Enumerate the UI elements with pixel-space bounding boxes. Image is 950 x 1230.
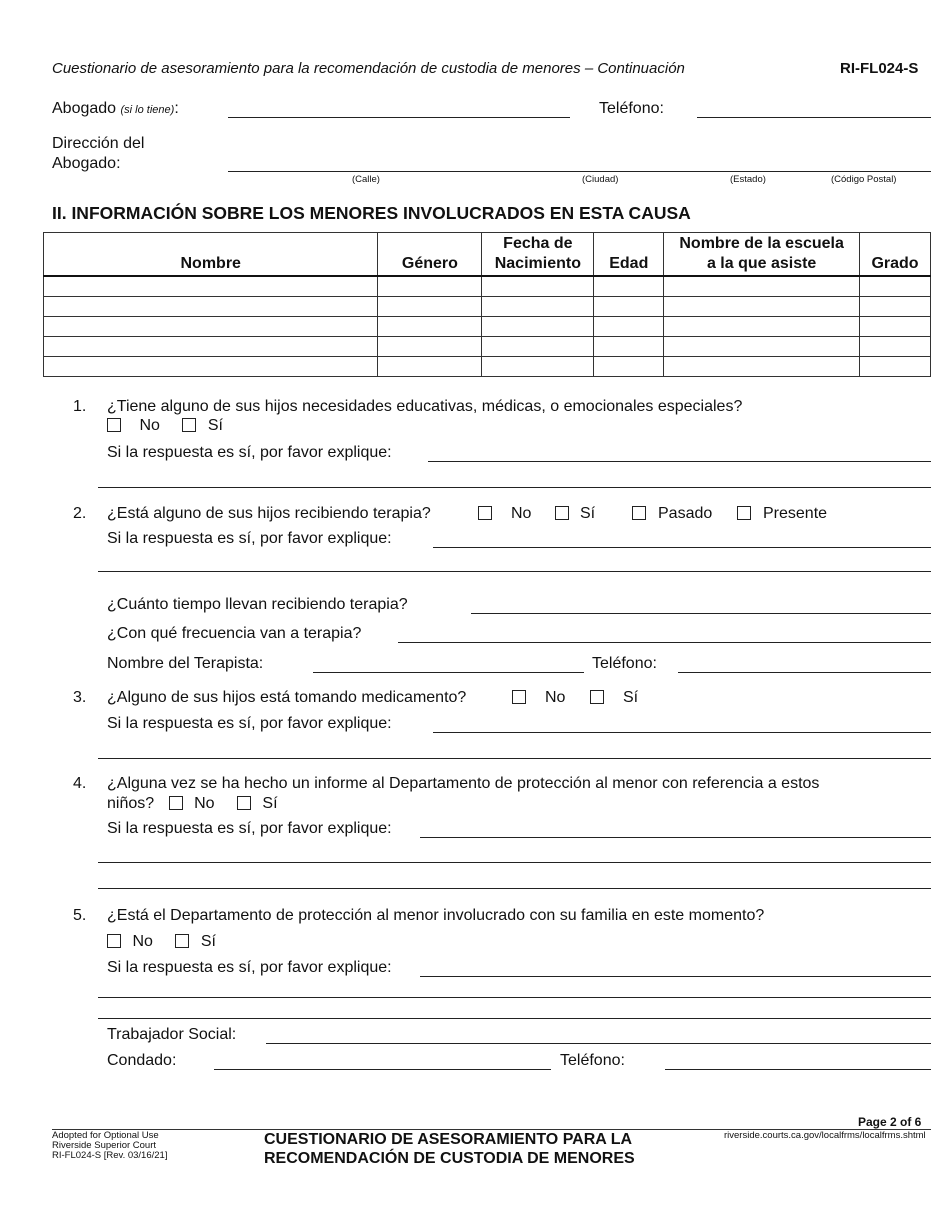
q2-how-long-label: ¿Cuánto tiempo llevan recibiendo terapia? <box>107 596 408 613</box>
q5-explain-label: Si la respuesta es sí, por favor explique: <box>107 959 392 976</box>
q2-past-label: Pasado <box>658 505 713 522</box>
q4-options: niños? No Sí <box>107 795 278 812</box>
q3-explain-field-2[interactable] <box>98 758 931 759</box>
attorney-label: Abogado (si lo tiene): <box>52 100 179 117</box>
q5-explain-field-2[interactable] <box>98 997 931 998</box>
q1-no-checkbox[interactable] <box>107 418 121 432</box>
q2-therapist-phone-field[interactable] <box>678 672 931 673</box>
q3-text: ¿Alguno de sus hijos está tomando medicamento? <box>107 689 467 706</box>
q5-yes-checkbox[interactable] <box>175 934 189 948</box>
form-id: RI-FL024-S <box>840 60 919 77</box>
q1-number: 1. <box>73 398 87 415</box>
header-title: Cuestionario de asesoramiento para la recomendación de custodia de menores – Continuación <box>52 60 685 77</box>
q2-explain-label: Si la respuesta es sí, por favor explique: <box>107 530 392 547</box>
q1-explain-field[interactable] <box>428 461 931 462</box>
q2-how-often-label: ¿Con qué frecuencia van a terapia? <box>107 625 362 642</box>
q2-explain-field[interactable] <box>433 547 931 548</box>
q2-therapist-label: Nombre del Terapista: <box>107 655 264 672</box>
table-row <box>44 317 931 337</box>
q2-how-long-field[interactable] <box>471 613 931 614</box>
q5-social-worker-label: Trabajador Social: <box>107 1026 237 1043</box>
q5-county-label: Condado: <box>107 1052 177 1069</box>
q2-number: 2. <box>73 505 87 522</box>
table-row <box>44 357 931 377</box>
children-table-header <box>44 233 931 277</box>
q5-no-checkbox[interactable] <box>107 934 121 948</box>
q2-how-often-field[interactable] <box>398 642 931 643</box>
table-row <box>44 276 931 297</box>
q5-social-worker-field[interactable] <box>266 1043 931 1044</box>
q2-no-label: No <box>511 505 532 522</box>
col-grade: Grado <box>860 233 931 277</box>
attorney-name-field[interactable] <box>228 117 570 118</box>
q4-yes-checkbox[interactable] <box>237 796 251 810</box>
q5-options: No Sí <box>107 933 216 951</box>
section-2-title: II. INFORMACIÓN SOBRE LOS MENORES INVOLUCRADOS EN ESTA CAUSA <box>52 203 691 223</box>
q5-text: ¿Está el Departamento de protección al menor involucrado con su familia en este momento? <box>107 907 765 924</box>
q1-explain-field-2[interactable] <box>98 487 931 488</box>
q3-number: 3. <box>73 689 87 706</box>
col-birthdate: Fecha de Nacimiento <box>482 233 594 277</box>
q3-yes-checkbox[interactable] <box>590 690 604 704</box>
q4-number: 4. <box>73 775 87 792</box>
q4-explain-label: Si la respuesta es sí, por favor explique: <box>107 820 392 837</box>
q4-no-checkbox[interactable] <box>169 796 183 810</box>
col-age: Edad <box>594 233 664 277</box>
footer-url[interactable]: riverside.courts.ca.gov/localfrms/localfrms.shtml <box>724 1130 926 1141</box>
q3-explain-label: Si la respuesta es sí, por favor explique: <box>107 715 392 732</box>
q2-past-checkbox[interactable] <box>632 506 646 520</box>
children-table <box>43 232 931 377</box>
attorney-phone-field[interactable] <box>697 117 931 118</box>
q1-text: ¿Tiene alguno de sus hijos necesidades educativas, médicas, o emocionales especiales? <box>107 398 743 415</box>
street-caption: (Calle) <box>352 174 380 185</box>
q1-explain-label: Si la respuesta es sí, por favor explique: <box>107 444 392 461</box>
q2-present-checkbox[interactable] <box>737 506 751 520</box>
q2-therapist-field[interactable] <box>313 672 584 673</box>
footer-adopted: Adopted for Optional Use Riverside Superior Court RI-FL024-S [Rev. 03/16/21] <box>52 1130 168 1161</box>
q5-phone-label: Teléfono: <box>560 1052 625 1069</box>
col-name: Nombre <box>44 233 378 277</box>
q1-yes-checkbox[interactable] <box>182 418 196 432</box>
q5-number: 5. <box>73 907 87 924</box>
col-school: Nombre de la escuela a la que asiste <box>664 233 860 277</box>
attorney-address-label-1: Dirección del <box>52 135 145 152</box>
q5-explain-field-3[interactable] <box>98 1018 931 1019</box>
q2-therapist-phone-label: Teléfono: <box>592 655 657 672</box>
attorney-address-label-2: Abogado: <box>52 155 121 172</box>
q4-explain-field-2[interactable] <box>98 862 931 863</box>
q3-no-label: No <box>545 689 566 706</box>
page-number: Page 2 of 6 <box>858 1115 922 1129</box>
q2-yes-label: Sí <box>580 505 596 522</box>
q3-yes-label: Sí <box>623 689 639 706</box>
attorney-phone-label: Teléfono: <box>599 100 664 117</box>
q4-explain-field-3[interactable] <box>98 888 931 889</box>
table-row <box>44 337 931 357</box>
q3-no-checkbox[interactable] <box>512 690 526 704</box>
q5-phone-field[interactable] <box>665 1069 931 1070</box>
q5-county-field[interactable] <box>214 1069 551 1070</box>
q4-text-1: ¿Alguna vez se ha hecho un informe al Departamento de protección al menor con referencia a estos <box>107 775 820 792</box>
q2-present-label: Presente <box>763 505 828 522</box>
q2-yes-checkbox[interactable] <box>555 506 569 520</box>
table-row <box>44 297 931 317</box>
q1-options: No Sí <box>107 417 223 435</box>
q5-explain-field[interactable] <box>420 976 931 977</box>
q2-no-checkbox[interactable] <box>478 506 492 520</box>
attorney-address-field[interactable] <box>228 171 931 172</box>
zip-caption: (Código Postal) <box>831 174 897 185</box>
q4-explain-field[interactable] <box>420 837 931 838</box>
q2-text: ¿Está alguno de sus hijos recibiendo terapia? <box>107 505 431 522</box>
col-gender: Género <box>378 233 482 277</box>
footer-title: CUESTIONARIO DE ASESORAMIENTO PARA LA RECOMENDACIÓN DE CUSTODIA DE MENORES <box>264 1131 635 1167</box>
state-caption: (Estado) <box>730 174 766 185</box>
q3-explain-field[interactable] <box>433 732 931 733</box>
q2-explain-field-2[interactable] <box>98 571 931 572</box>
city-caption: (Ciudad) <box>582 174 619 185</box>
